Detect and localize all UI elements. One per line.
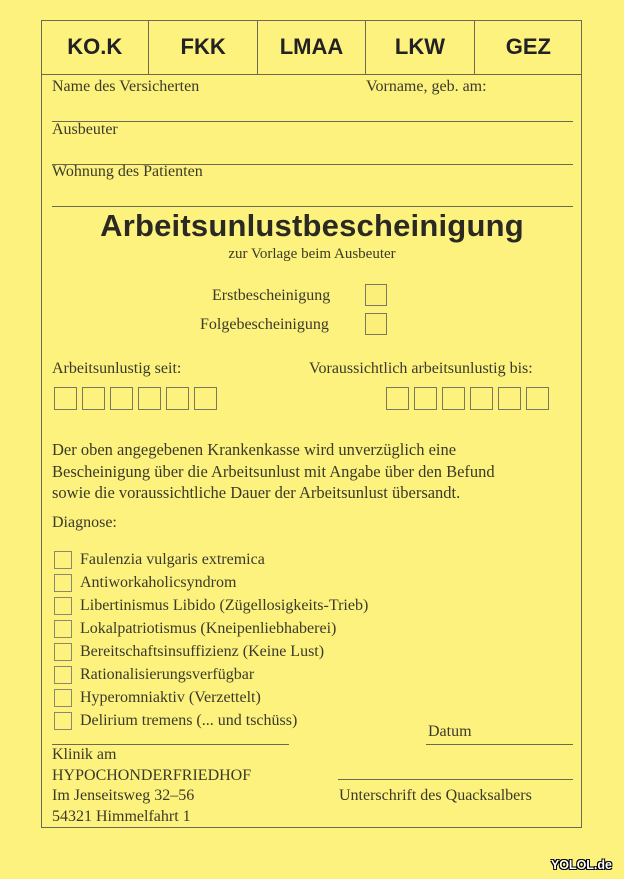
insurance-cell[interactable]: GEZ	[505, 34, 551, 59]
since-date-digit-box[interactable]	[54, 387, 77, 410]
since-date-digit-box[interactable]	[194, 387, 217, 410]
diagnosis-checkbox[interactable]	[54, 712, 72, 730]
follow-certificate-label: Folgebescheinigung	[200, 316, 329, 333]
diagnosis-item: Antiworkaholicsyndrom	[80, 574, 237, 591]
watermark: YOLOL.de	[550, 858, 612, 872]
notice-paragraph	[52, 439, 582, 504]
until-date-digit-box[interactable]	[470, 387, 493, 410]
until-date-digit-box[interactable]	[442, 387, 465, 410]
diagnosis-checkbox[interactable]	[54, 666, 72, 684]
insurance-cell[interactable]: FKK	[149, 20, 257, 74]
diagnosis-checkbox[interactable]	[54, 620, 72, 638]
diagnosis-item: Hyperomniaktiv (Verzettelt)	[80, 689, 261, 706]
diagnosis-label: Diagnose:	[52, 514, 117, 531]
first-certificate-checkbox[interactable]	[365, 284, 387, 306]
insurance-cell[interactable]: LMAA	[258, 20, 366, 74]
since-label: Arbeitsunlustig seit:	[52, 360, 182, 377]
diagnosis-item: Libertinismus Libido (Zügellosigkeits-Trieb)	[80, 597, 369, 614]
vorname-label: Vorname, geb. am:	[366, 78, 487, 95]
diagnosis-item: Faulenzia vulgaris extremica	[80, 551, 265, 568]
date-label: Datum	[428, 723, 472, 740]
diagnosis-item: Rationalisierungsverfügbar	[80, 666, 255, 683]
notice-line: sowie die voraussichtliche Dauer der Arbeitsunlust übersandt.	[52, 483, 461, 502]
diagnosis-checkbox[interactable]	[54, 574, 72, 592]
diagnosis-checkbox[interactable]	[54, 597, 72, 615]
clinic-line: 54321 Himmelfahrt 1	[52, 807, 191, 825]
diagnosis-item: Lokalpatriotismus (Kneipenliebhaberei)	[80, 620, 337, 637]
signature-field-line[interactable]	[338, 779, 573, 780]
first-certificate-label: Erstbescheinigung	[212, 287, 331, 304]
insurance-cell[interactable]: LKW	[366, 20, 474, 74]
date-field-line[interactable]	[426, 744, 573, 745]
follow-certificate-checkbox[interactable]	[365, 313, 387, 335]
name-label: Name des Versicherten	[52, 78, 200, 95]
since-date-digit-box[interactable]	[82, 387, 105, 410]
document-title: Arbeitsunlustbescheinigung	[100, 208, 524, 243]
diagnosis-checkbox[interactable]	[54, 551, 72, 569]
since-date-digit-box[interactable]	[110, 387, 133, 410]
notice-line: Der oben angegebenen Krankenkasse wird unverzüglich eine	[52, 440, 457, 459]
diagnosis-item: Bereitschaftsinsuffizienz (Keine Lust)	[80, 643, 325, 660]
signature-label: Unterschrift des Quacksalbers	[339, 787, 532, 804]
diagnosis-item: Delirium tremens (... und tschüss)	[80, 712, 298, 729]
insurance-cell[interactable]: KO.K	[41, 20, 149, 74]
diagnosis-checkbox[interactable]	[54, 689, 72, 707]
until-date-digit-box[interactable]	[414, 387, 437, 410]
wohnung-field-line[interactable]	[52, 206, 573, 207]
ausbeuter-label: Ausbeuter	[52, 121, 118, 138]
until-date-digit-box[interactable]	[498, 387, 521, 410]
until-date-digit-box[interactable]	[526, 387, 549, 410]
notice-line: Bescheinigung über die Arbeitsunlust mit Angabe über den Befund	[52, 461, 495, 481]
until-date-digit-box[interactable]	[386, 387, 409, 410]
insurance-header-row	[41, 20, 582, 75]
clinic-line: Klinik am	[52, 746, 117, 763]
diagnosis-checkbox[interactable]	[54, 643, 72, 661]
clinic-name: HYPOCHONDERFRIEDHOF	[52, 766, 252, 784]
name-field-line[interactable]	[52, 121, 573, 122]
until-label: Voraussichtlich arbeitsunlustig bis:	[309, 360, 533, 377]
since-date-digit-box[interactable]	[166, 387, 189, 410]
clinic-line: Im Jenseitsweg 32–56	[52, 787, 195, 804]
document-subtitle: zur Vorlage beim Ausbeuter	[228, 246, 396, 262]
clinic-address	[52, 745, 251, 827]
wohnung-label: Wohnung des Patienten	[52, 163, 203, 180]
since-date-digit-box[interactable]	[138, 387, 161, 410]
